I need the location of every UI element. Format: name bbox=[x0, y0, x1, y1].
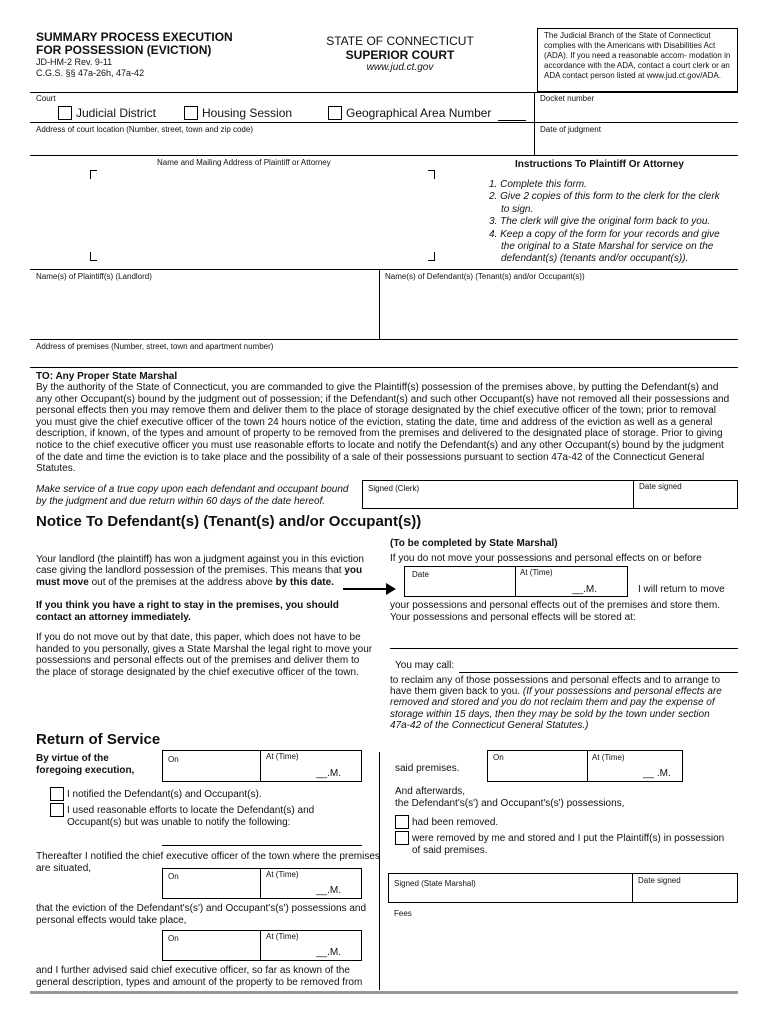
form-title bbox=[36, 31, 233, 57]
to-marshal-heading: TO: Any Proper State Marshal bbox=[36, 371, 178, 382]
thereafter-text: Thereafter I notified the chief executive officer of the town where the premises are situated, bbox=[36, 851, 380, 874]
form-title-line2: FOR POSSESSION (EVICTION) bbox=[36, 43, 212, 57]
bottom-rule bbox=[30, 991, 738, 994]
had-been-removed-label: had been removed. bbox=[412, 817, 499, 828]
plaintiff-mailing-label: Name and Mailing Address of Plaintiff or Attorney bbox=[157, 158, 331, 167]
notified-checkbox[interactable] bbox=[50, 787, 64, 801]
form-number: JD-HM-2 Rev. 9-11 bbox=[36, 57, 113, 67]
instructions-list: 1. Complete this form. 2. Give 2 copies of this form to the clerk for the clerk to sign. 3. The clerk will give the original form back to you. 4. Keep a copy of the form for your records and give the original to a State Marshal for service on the defendant(s) (tenants and/or occupant(s)). bbox=[489, 179, 720, 265]
you-may-call-label: You may call: bbox=[395, 660, 455, 671]
move-date-label: Date bbox=[412, 570, 429, 579]
time-suffix-4: __ .M. bbox=[643, 768, 671, 779]
notice-paragraph-1: Your landlord (the plaintiff) has won a judgment against you in this eviction case giving the landlord possession of the premises. This means that you must move out of the premises at the address above by this date. bbox=[36, 554, 364, 588]
notified-label: I notified the Defendant(s) and Occupant(s). bbox=[67, 789, 262, 800]
geographical-area-number-field[interactable] bbox=[498, 120, 526, 121]
court-label: Court bbox=[36, 94, 56, 103]
signed-clerk-label: Signed (Clerk) bbox=[368, 484, 420, 493]
move-time-suffix: __.M. bbox=[572, 584, 598, 595]
will-return-text: I will return to move bbox=[638, 584, 725, 595]
on-label-4: On bbox=[493, 753, 504, 762]
marshal-command-text: By the authority of the State of Connecticut, you are commanded to give the Plaintiff(s) possession of the premises above, by putting the Defendant(s) and any other Occupant(s) bound by the judgment out of possession; if the Defendant(s) and such other Occupant(s) have not removed all their possessions and personal effects then you may remove them and deliver them to the place of storage designated by the chief executive officer of the town; prior to removal you must give the chief executive officer of the town 24 hours notice of the eviction, stating the date, time and address of the eviction as well as a general description, if known, of the types and amount of property to be removed from the premises and delivered to the designated place of storage. Prior to giving notice to the chief executive officer you must use reasonable efforts to locate and notify the Defendant(s) and any other Occupant(s) bound by the judgment of the date and time the eviction is to take place and the possibility of a sale of their possessions pursuant to section 47a-42 of the Connecticut General Statutes. bbox=[36, 382, 730, 475]
advised-text: and I further advised said chief executive officer, so far as known of the general description, types and amount of the property to be removed from bbox=[36, 965, 363, 988]
date-of-judgment-label: Date of judgment bbox=[540, 125, 601, 134]
bracket-bottom-right bbox=[428, 252, 435, 261]
ada-notice: The Judicial Branch of the State of Connecticut complies with the Americans with Disabilities Act (ADA). If you need a reasonable accom- modation in accordance with the ADA, contact a court clerk or an ADA contact person listed at www.jud.ct.gov/ADA. bbox=[537, 28, 738, 92]
notice-title: Notice To Defendant(s) (Tenant(s) and/or Occupant(s)) bbox=[36, 513, 422, 530]
bracket-top-right bbox=[428, 170, 435, 179]
unnotified-names-field[interactable] bbox=[162, 845, 362, 846]
bracket-bottom-left bbox=[90, 252, 97, 261]
court-heading bbox=[300, 34, 500, 74]
arrow-line bbox=[343, 588, 389, 590]
were-removed-label: were removed by me and stored and I put the Plaintiff(s) in possession of said premises. bbox=[412, 833, 725, 856]
geographical-area-checkbox[interactable] bbox=[328, 106, 342, 120]
bracket-top-left bbox=[90, 170, 97, 179]
storage-location-field[interactable] bbox=[390, 648, 738, 649]
service-note: Make service of a true copy upon each defendant and occupant bound by the judgment and due return within 60 days of the date hereof. bbox=[36, 484, 349, 507]
fees-label: Fees bbox=[394, 909, 412, 918]
at-time-label-3: At (Time) bbox=[266, 932, 299, 941]
on-label-2: On bbox=[168, 872, 179, 881]
housing-session-checkbox[interactable] bbox=[184, 106, 198, 120]
statute-citation: C.G.S. §§ 47a-26h, 47a-42 bbox=[36, 68, 145, 78]
move-time-label: At (Time) bbox=[520, 568, 553, 577]
website-link[interactable]: www.jud.ct.gov bbox=[366, 62, 434, 73]
signed-marshal-label: Signed (State Marshal) bbox=[394, 879, 476, 888]
notice-paragraph-2: If you think you have a right to stay in the premises, you should contact an attorney immediately. bbox=[36, 600, 339, 623]
time-suffix-2: __.M. bbox=[316, 885, 342, 896]
had-been-removed-checkbox[interactable] bbox=[395, 815, 409, 829]
time-suffix-3: __.M. bbox=[316, 947, 342, 958]
right-intro: If you do not move your possessions and personal effects on or before bbox=[390, 553, 702, 564]
reclaim-text: to reclaim any of those possessions and personal effects and to arrange to have them given back to you. (If your possessions and personal effects are removed and stored and you do not reclaim them and pay the expense of storage within 15 days, then they may be sold by the town under section 47a-42 of the Connecticut General Statutes.) bbox=[390, 675, 722, 731]
plaintiff-names-label: Name(s) of Plaintiff(s) (Landlord) bbox=[36, 272, 152, 281]
efforts-label: I used reasonable efforts to locate the Defendant(s) and Occupant(s) but was unable to notify the following: bbox=[67, 805, 315, 828]
said-premises-text: said premises. bbox=[395, 763, 460, 774]
storage-text: your possessions and personal effects out of the premises and store them. Your possessions and personal effects will be stored at: bbox=[390, 600, 720, 623]
arrow-right-icon bbox=[386, 583, 396, 595]
marshal-complete-note: (To be completed by State Marshal) bbox=[390, 538, 558, 549]
at-time-label-4: At (Time) bbox=[592, 753, 625, 762]
on-label-3: On bbox=[168, 934, 179, 943]
court-name: SUPERIOR COURT bbox=[345, 48, 455, 62]
efforts-checkbox[interactable] bbox=[50, 803, 64, 817]
clerk-date-signed-label: Date signed bbox=[639, 482, 682, 491]
notice-paragraph-3: If you do not move out by that date, this paper, which does not have to be handed to you personally, gives a State Marshal the legal right to move your possessions and personal effects out of the premises and deliver them to the place of storage designated by the chief executive officer of the town. bbox=[36, 632, 373, 678]
judicial-district-checkbox[interactable] bbox=[58, 106, 72, 120]
phone-number-field[interactable] bbox=[459, 672, 738, 673]
return-title: Return of Service bbox=[36, 731, 161, 748]
defendant-names-label: Name(s) of Defendant(s) (Tenant(s) and/or Occupant(s)) bbox=[385, 272, 585, 281]
premises-address-label: Address of premises (Number, street, town and apartment number) bbox=[36, 342, 274, 351]
were-removed-checkbox[interactable] bbox=[395, 831, 409, 845]
court-address-label: Address of court location (Number, street, town and zip code) bbox=[36, 125, 253, 134]
on-label-1: On bbox=[168, 755, 179, 764]
at-time-label-2: At (Time) bbox=[266, 870, 299, 879]
by-virtue-text: By virtue of the foregoing execution, bbox=[36, 753, 135, 776]
judicial-district-label: Judicial District bbox=[76, 106, 157, 120]
state-name: STATE OF CONNECTICUT bbox=[326, 34, 474, 48]
time-suffix-1: __.M. bbox=[316, 768, 342, 779]
geographical-area-label: Geographical Area Number bbox=[346, 106, 492, 120]
form-title-line1: SUMMARY PROCESS EXECUTION bbox=[36, 30, 233, 44]
afterwards-text: And afterwards, the Defendant's(s') and Occupant's(s') possessions, bbox=[395, 786, 625, 809]
at-time-label-1: At (Time) bbox=[266, 752, 299, 761]
docket-number-label: Docket number bbox=[540, 94, 595, 103]
eviction-text: that the eviction of the Defendant's(s') and Occupant's(s') possessions and personal effects would take place, bbox=[36, 903, 367, 926]
marshal-date-signed-label: Date signed bbox=[638, 876, 681, 885]
housing-session-label: Housing Session bbox=[202, 106, 293, 120]
instructions-title: Instructions To Plaintiff Or Attorney bbox=[515, 159, 684, 170]
